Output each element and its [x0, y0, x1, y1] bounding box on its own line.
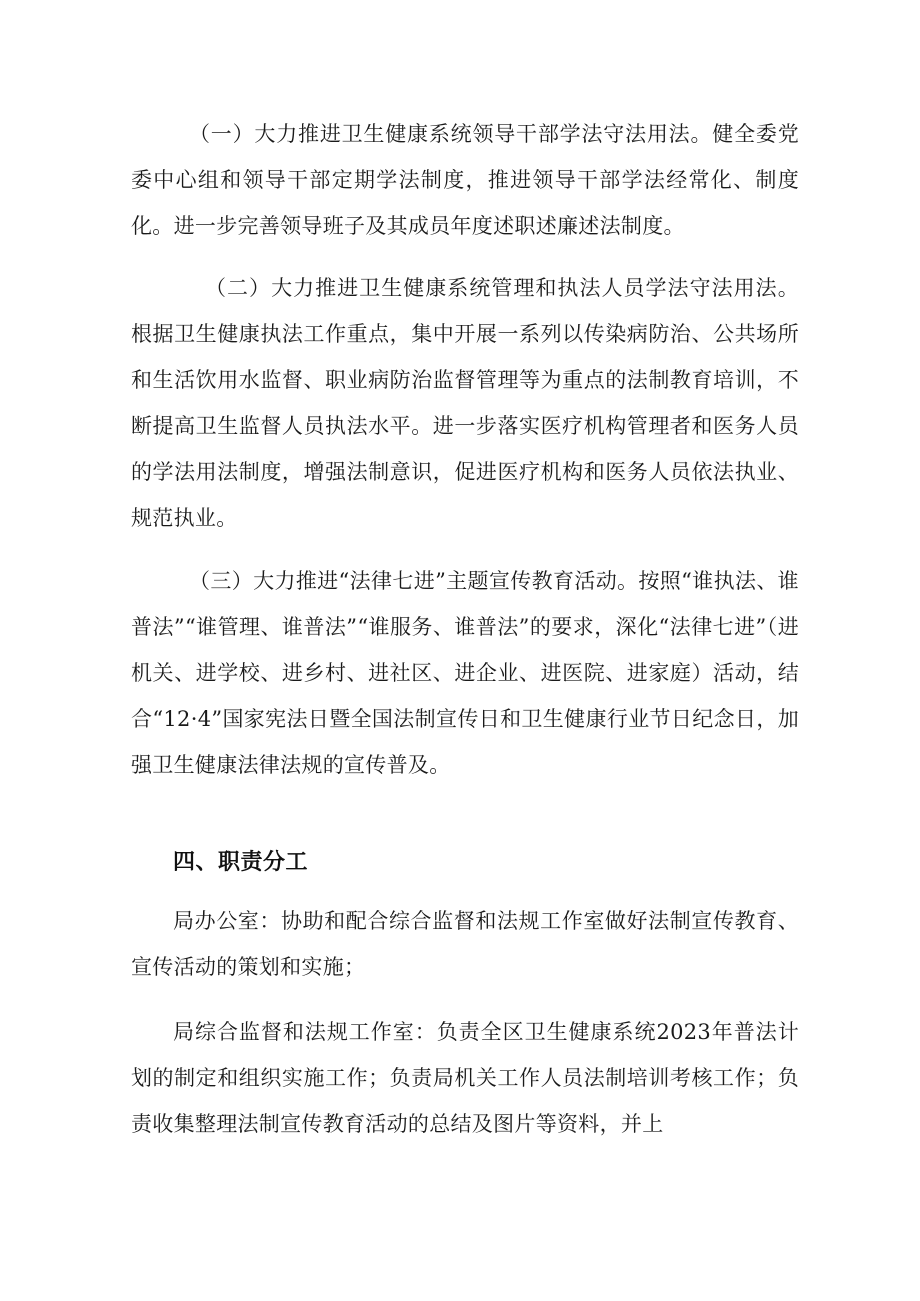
- section-heading-duties: 四、职责分工: [173, 850, 309, 875]
- paragraph-law-seven-entries: （三）大力推进“法律七进”主题宣传教育活动。按照“谁执法、谁普法”“谁管理、谁普法”“谁服务、谁普法”的要求，深化“法律七进”（进机关、进学校、进乡村、进社区、进企业、进医院、进家庭）活动，结合“12·4”国家宪法日暨全国法制宣传日和卫生健康行业节日纪念日，加强卫生健康法律法规的宣传普及。: [131, 569, 799, 777]
- duty-office: 局办公室：协助和配合综合监督和法规工作室做好法制宣传教育、宣传活动的策划和实施；: [131, 909, 799, 979]
- paragraph-enforcement-staff: （二）大力推进卫生健康系统管理和执法人员学法守法用法。根据卫生健康执法工作重点，集中开展一系列以传染病防治、公共场所和生活饮用水监督、职业病防治监督管理等为重点的法制教育培训，不断提高卫生监督人员执法水平。进一步落实医疗机构管理者和医务人员的学法用法制度，增强法制意识，促进医疗机构和医务人员依法执业、规范执业。: [131, 276, 799, 530]
- paragraph-leading-cadres: （一）大力推进卫生健康系统领导干部学法守法用法。健全委党委中心组和领导干部定期学法制度，推进领导干部学法经常化、制度化。进一步完善领导班子及其成员年度述职述廉述法制度。: [131, 122, 799, 238]
- duty-supervision-office: 局综合监督和法规工作室：负责全区卫生健康系统2023年普法计划的制定和组织实施工作；负责局机关工作人员法制培训考核工作；负责收集整理法制宣传教育活动的总结及图片等资料，并上: [131, 1020, 799, 1136]
